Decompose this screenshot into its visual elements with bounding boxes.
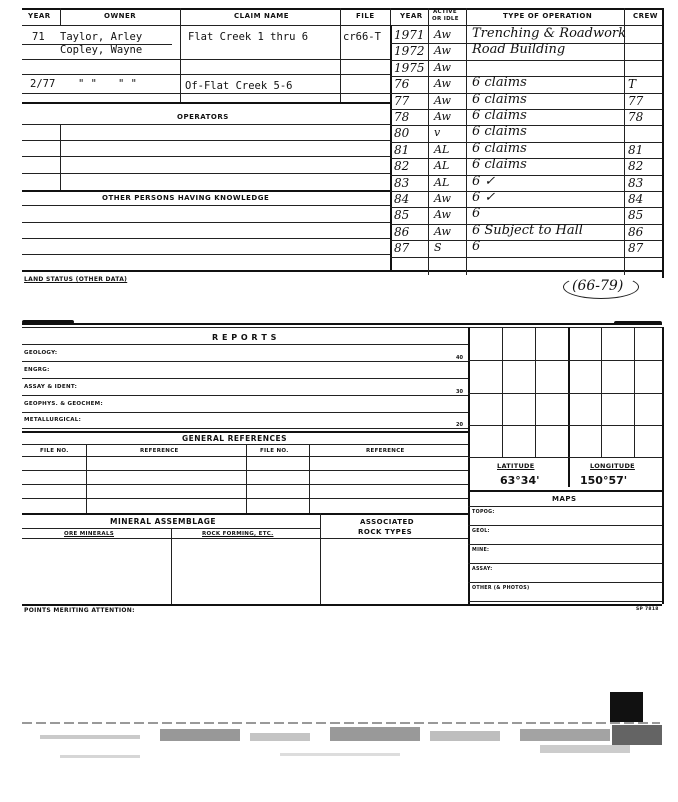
log-status: Aw [434,28,451,41]
range-note-circle [563,275,639,299]
log-crew: 82 [628,159,644,174]
points-meriting-attention-label: POINTS MERITING ATTENTION: [24,607,135,614]
log-status: Aw [434,44,451,58]
log-crew: 87 [628,241,644,256]
report-row-label: GEOLOGY: [24,350,58,356]
claim-2-year: 2/77 [30,78,56,90]
log-operation: Trenching & Roadwork [472,26,627,41]
log-year: 85 [394,208,410,223]
claim-1-owner-2: Copley, Wayne [60,44,143,56]
land-status-label: LAND STATUS (OTHER DATA) [24,276,128,283]
claim-1-year: 71 [32,31,45,43]
log-status: Aw [434,60,451,74]
header-year: YEAR [28,12,51,20]
header-claim-name: CLAIM NAME [234,12,290,20]
log-crew: 78 [628,110,644,124]
log-year: 1975 [394,60,425,75]
log-operation: 6 claims [472,157,527,173]
rock-forming-label: ROCK FORMING, ETC. [202,531,274,537]
log-operation: 6 claims [472,108,527,123]
header-active: ACTIVE [433,9,457,15]
ore-minerals-label: ORE MINERALS [64,531,115,537]
ref-file-no-header: FILE NO. [40,448,69,454]
operators-label: OPERATORS [177,113,229,121]
header-crew: CREW [633,12,659,20]
claim-1-name: Flat Creek 1 thru 6 [188,31,309,43]
log-crew: 77 [628,93,644,108]
ref-file-no-2-header: FILE NO. [260,448,289,454]
claim-2-name: Of-Flat Creek 5-6 [185,80,293,92]
log-operation: 6 claims [472,124,527,140]
header-or-idle: OR IDLE [432,16,459,22]
header-owner: OWNER [104,12,137,20]
log-status: AL [434,142,450,156]
log-operation: 6 [472,239,481,255]
scan-noise [0,715,678,795]
log-year: 87 [394,241,410,256]
log-year: 1971 [394,28,425,42]
log-operation: 6 claims [472,91,527,107]
report-row-label: GEOPHYS. & GEOCHEM: [24,401,103,407]
ref-reference-header: REFERENCE [140,448,179,454]
claim-1-file: cr66-T [343,31,381,43]
log-year: 76 [394,77,410,92]
log-year: 81 [394,142,410,157]
maps-row-label: TOPOG: [472,510,495,515]
longitude-label: LONGITUDE [590,462,635,470]
report-row-label: METALLURGICAL: [24,417,82,423]
log-status: S [434,241,442,255]
log-status: Aw [434,192,451,205]
general-references-title: GENERAL REFERENCES [182,434,287,443]
header-year-2: YEAR [400,12,423,20]
mineral-assemblage-title: MINERAL ASSEMBLAGE [110,517,217,526]
other-persons-label: OTHER PERSONS HAVING KNOWLEDGE [102,194,270,202]
reports-title: R E P O R T S [212,333,277,342]
log-year: 83 [394,175,410,190]
log-operation: 6 ✓ [472,173,496,189]
maps-title: MAPS [552,495,577,503]
report-row-number: 30 [456,389,463,395]
header-type-of-operation: TYPE OF OPERATION [503,12,593,20]
log-status: AL [434,175,450,189]
log-year: 78 [394,110,410,124]
log-crew: 83 [628,175,644,190]
range-note: (66-79) [572,278,624,294]
log-year: 84 [394,192,410,206]
log-status: AL [434,159,450,173]
log-year: 86 [394,224,410,239]
header-file: FILE [356,12,375,20]
log-crew: 81 [628,142,644,157]
log-status: Aw [434,110,451,123]
report-row-label: ENGRG: [24,367,50,373]
claim-1-owner: Taylor, Arley [60,31,143,43]
form-code: SP 7818 [636,607,659,612]
claim-2-owner-ditto: " " [118,78,137,90]
log-year: 77 [394,93,410,108]
log-status: Aw [434,93,451,107]
claim-2-owner: " " [78,78,97,90]
log-operation: 6 claims [472,140,527,156]
log-year: 82 [394,159,410,174]
log-status: Aw [434,224,451,238]
log-operation: 6 ✓ [472,190,496,205]
report-row-number: 40 [456,355,463,361]
latitude-value: 63°34' [500,474,540,487]
log-crew: 84 [628,192,644,206]
log-crew: 86 [628,224,644,239]
log-year: 80 [394,126,410,141]
log-status: Aw [434,208,451,222]
log-year: 1972 [394,44,425,59]
log-operation: 6 claims [472,75,527,91]
log-status: Aw [434,77,451,91]
log-operation: Road Building [472,42,566,58]
log-status: v [434,126,441,140]
maps-row-label: ASSAY: [472,567,493,572]
log-crew: 85 [628,208,644,223]
maps-row-label: GEOL: [472,529,490,534]
log-operation: 6 [472,206,481,222]
associated-label: ASSOCIATED [360,518,415,526]
ref-reference-2-header: REFERENCE [366,448,405,454]
log-operation: 6 Subject to Hall [472,222,583,238]
maps-row-label: OTHER (& PHOTOS) [472,586,530,591]
maps-row-label: MINE: [472,548,490,553]
latitude-label: LATITUDE [497,462,535,470]
longitude-value: 150°57' [580,474,628,487]
log-crew: T [628,77,637,92]
rock-types-label: ROCK TYPES [358,528,413,536]
report-row-number: 20 [456,422,463,428]
report-row-label: ASSAY & IDENT: [24,384,78,390]
